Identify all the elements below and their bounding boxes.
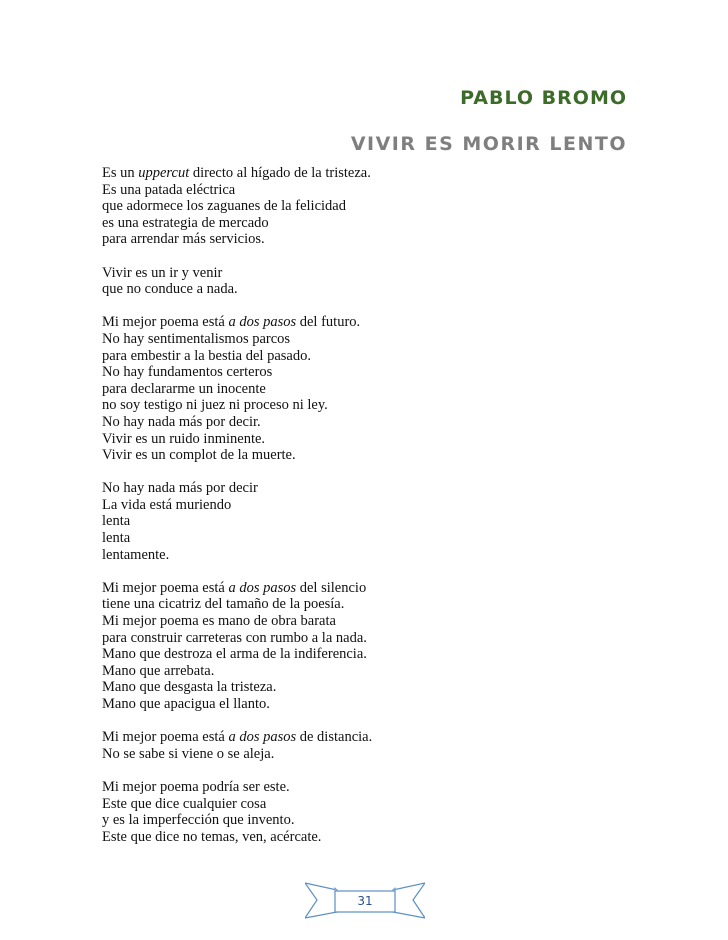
poem-title: VIVIR ES MORIR LENTO xyxy=(350,133,627,155)
poem-line: que no conduce a nada. xyxy=(102,281,238,298)
poem-line: lenta xyxy=(102,530,131,547)
poem-line: Este que dice cualquier cosa xyxy=(102,795,267,812)
poem-line: Vivir es un ruido inminente. xyxy=(102,430,266,447)
poem-body xyxy=(102,165,522,862)
poem-line: para arrendar más servicios. xyxy=(102,231,265,248)
line-text: Mi mejor poema está xyxy=(102,729,229,746)
stanza-7 xyxy=(102,779,522,845)
poem-line xyxy=(102,165,522,182)
poem-line xyxy=(102,314,522,331)
poem-line: No se sabe si viene o se aleja. xyxy=(102,745,275,762)
poem-line: No hay sentimentalismos parcos xyxy=(102,330,291,347)
line-emphasis: uppercut xyxy=(138,165,190,181)
ribbon-left-tail xyxy=(305,883,337,918)
line-emphasis: a dos pasos xyxy=(228,314,297,331)
poem-line: Mi mejor poema podría ser este. xyxy=(102,778,290,795)
line-emphasis: a dos pasos xyxy=(228,729,297,746)
poem-line: es una estrategia de mercado xyxy=(102,214,269,231)
poem-line: No hay fundamentos certeros xyxy=(102,364,273,381)
stanza-5 xyxy=(102,580,522,713)
stanza-6 xyxy=(102,729,522,762)
poem-line: Vivir es un complot de la muerte. xyxy=(102,447,296,464)
poem-line: Mi mejor poema es mano de obra barata xyxy=(102,613,336,630)
poem-line: para construir carreteras con rumbo a la nada. xyxy=(102,629,367,646)
poem-line: Es una patada eléctrica xyxy=(102,181,236,198)
ribbon-right-tail xyxy=(393,883,425,918)
line-emphasis: a dos pasos xyxy=(228,579,297,596)
line-text: del futuro. xyxy=(296,314,361,331)
poem-line: para declararme un inocente xyxy=(102,380,266,397)
line-text: Es un xyxy=(102,165,139,181)
line-text: de distancia. xyxy=(296,729,373,746)
page-number: 31 xyxy=(357,894,373,908)
poem-line: Mano que destroza el arma de la indiferencia. xyxy=(102,646,367,663)
stanza-3 xyxy=(102,314,522,463)
poem-line: No hay nada más por decir xyxy=(102,480,258,497)
poem-line xyxy=(102,729,522,746)
poem-line: lenta xyxy=(102,513,131,530)
line-text: Mi mejor poema está xyxy=(102,579,229,596)
poem-line: Este que dice no temas, ven, acércate. xyxy=(102,828,322,845)
poem-line: para embestir a la bestia del pasado. xyxy=(102,347,311,364)
line-text: Mi mejor poema está xyxy=(102,314,229,331)
poem-line: y es la imperfección que invento. xyxy=(102,812,295,829)
poem-line: lentamente. xyxy=(102,546,170,563)
line-text: del silencio xyxy=(296,579,367,596)
poem-line xyxy=(102,580,522,597)
stanza-2 xyxy=(102,265,522,298)
stanza-4 xyxy=(102,480,522,563)
stanza-1 xyxy=(102,165,522,248)
poem-line: Mano que desgasta la tristeza. xyxy=(102,679,277,696)
poem-line: Vivir es un ir y venir xyxy=(102,264,223,281)
poem-line: No hay nada más por decir. xyxy=(102,413,261,430)
poem-line: no soy testigo ni juez ni proceso ni ley. xyxy=(102,397,328,414)
poem-line: tiene una cicatriz del tamaño de la poesía. xyxy=(102,596,345,613)
poem-line: Mano que apacigua el llanto. xyxy=(102,696,270,712)
poem-line: La vida está muriendo xyxy=(102,496,232,513)
line-text: directo al hígado de la tristeza. xyxy=(189,165,371,181)
poem-line: Mano que arrebata. xyxy=(102,662,215,679)
poem-line: que adormece los zaguanes de la felicidad xyxy=(102,198,346,215)
author-name: PABLO BROMO xyxy=(460,87,627,109)
